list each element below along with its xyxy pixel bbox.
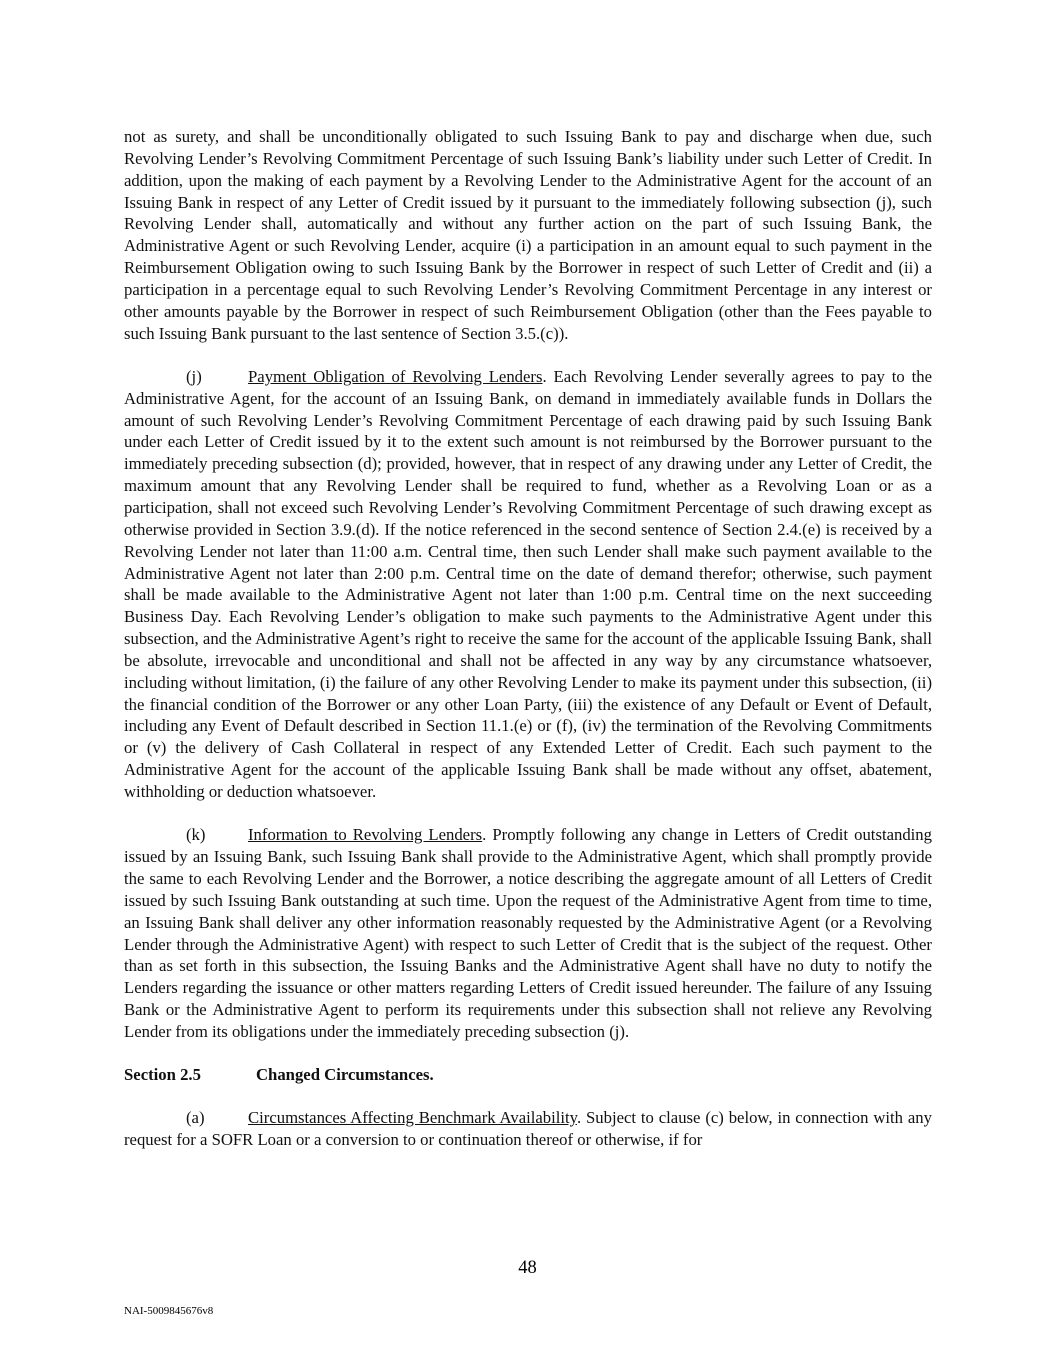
paragraph-continuation: not as surety, and shall be unconditionally obligated to such Issuing Bank to pay and discharge when due, such Revolving Lender’s Revolving Commitment Percentage of such Issuing Bank’s liability under such Letter of Credit. In addition, upon the making of each payment by a Revolving Lender to the Administrative Agent for the account of an Issuing Bank in respect of any Letter of Credit issued by it pursuant to the immediately following subsection (j), such Revolving Lender shall, automatically and without any further action on the part of such Issuing Bank, the Administrative Agent or such Revolving Lender, acquire (i) a participation in an amount equal to such payment in the Reimbursement Obligation owing to such Issuing Bank by the Borrower in respect of such Letter of Credit and (ii) a participation in a percentage equal to such Revolving Lender’s Revolving Commitment Percentage in any interest or other amounts payable by the Borrower in respect of such Reimbursement Obligation (other than the Fees payable to such Issuing Bank pursuant to the last sentence of Section 3.5.(c)).	[124, 127, 932, 343]
page-number: 48	[518, 1258, 537, 1278]
document-page	[124, 126, 932, 1172]
paragraph-j-label: (j)	[186, 366, 202, 386]
section-heading	[124, 1064, 932, 1086]
paragraph-k-title: Information to Revolving Lenders	[248, 825, 483, 845]
paragraph-a	[124, 1107, 932, 1151]
paragraph-a-title: Circumstances Affecting Benchmark Availability	[248, 1108, 577, 1128]
document-id: NAI-5009845676v8	[124, 1305, 214, 1317]
paragraph-a-text: . Subject to clause (c) below, in connection with any request for a SOFR Loan or a conversion to or continuation thereof or otherwise, if for	[124, 1108, 932, 1149]
paragraph-k	[124, 824, 932, 1042]
paragraph-k-text: . Promptly following any change in Letters of Credit outstanding issued by an Issuing Bank, such Issuing Bank shall provide to the Administrative Agent, which shall promptly provide the same to each Revolving Lender and the Borrower, a notice describing the aggregate amount of all Letters of Credit issued by such Issuing Bank outstanding at such time. Upon the request of the Administrative Agent from time to time, an Issuing Bank shall deliver any other information reasonably requested by the Administrative Agent (or a Revolving Lender through the Administrative Agent) with respect to such Letter of Credit that is the subject of the request. Other than as set forth in this subsection, the Issuing Banks and the Administrative Agent shall have no duty to notify the Lenders regarding the issuance or other matters regarding Letters of Credit issued hereunder. The failure of any Issuing Bank or the Administrative Agent to perform its requirements under this subsection shall not relieve any Revolving Lender from its obligations under the immediately preceding subsection (j).	[124, 825, 932, 1041]
paragraph-k-label: (k)	[186, 825, 206, 845]
paragraph-j-text: . Each Revolving Lender severally agrees to pay to the Administrative Agent, for the account of an Issuing Bank, on demand in immediately available funds in Dollars the amount of such Revolving Lender’s Revolving Commitment Percentage of each drawing paid by such Issuing Bank under each Letter of Credit issued by it to the extent such amount is not reimbursed by the Borrower pursuant to the immediately preceding subsection (d); provided, however, that in respect of any drawing under any Letter of Credit, the maximum amount that any Revolving Lender shall be required to fund, whether as a Revolving Loan or as a participation, shall not exceed such Revolving Lender’s Revolving Commitment Percentage of such drawing except as otherwise provided in Section 3.9.(d). If the notice referenced in the second sentence of Section 2.4.(e) is received by a Revolving Lender not later than 11:00 a.m. Central time, then such Lender shall make such payment available to the Administrative Agent not later than 2:00 p.m. Central time on the date of demand therefor; otherwise, such payment shall be made available to the Administrative Agent not later than 1:00 p.m. Central time on the next succeeding Business Day. Each Revolving Lender’s obligation to make such payments to the Administrative Agent under this subsection, and the Administrative Agent’s right to receive the same for the account of the applicable Issuing Bank, shall be absolute, irrevocable and unconditional and shall not be affected in any way by any circumstance whatsoever, including without limitation, (i) the failure of any other Revolving Lender to make its payment under this subsection, (ii) the financial condition of the Borrower or any other Loan Party, (iii) the existence of any Default or Event of Default, including any Event of Default described in Section 11.1.(e) or (f), (iv) the termination of the Revolving Commitments or (v) the delivery of Cash Collateral in respect of any Extended Letter of Credit. Each such payment to the Administrative Agent for the account of the applicable Issuing Bank shall be made without any offset, abatement, withholding or deduction whatsoever.	[124, 366, 933, 801]
section-title: Changed Circumstances.	[256, 1065, 434, 1085]
paragraph-a-label: (a)	[186, 1108, 205, 1128]
paragraph-j-title: Payment Obligation of Revolving Lenders	[248, 366, 543, 386]
section-number: Section 2.5	[124, 1065, 201, 1085]
paragraph-j	[124, 366, 932, 803]
